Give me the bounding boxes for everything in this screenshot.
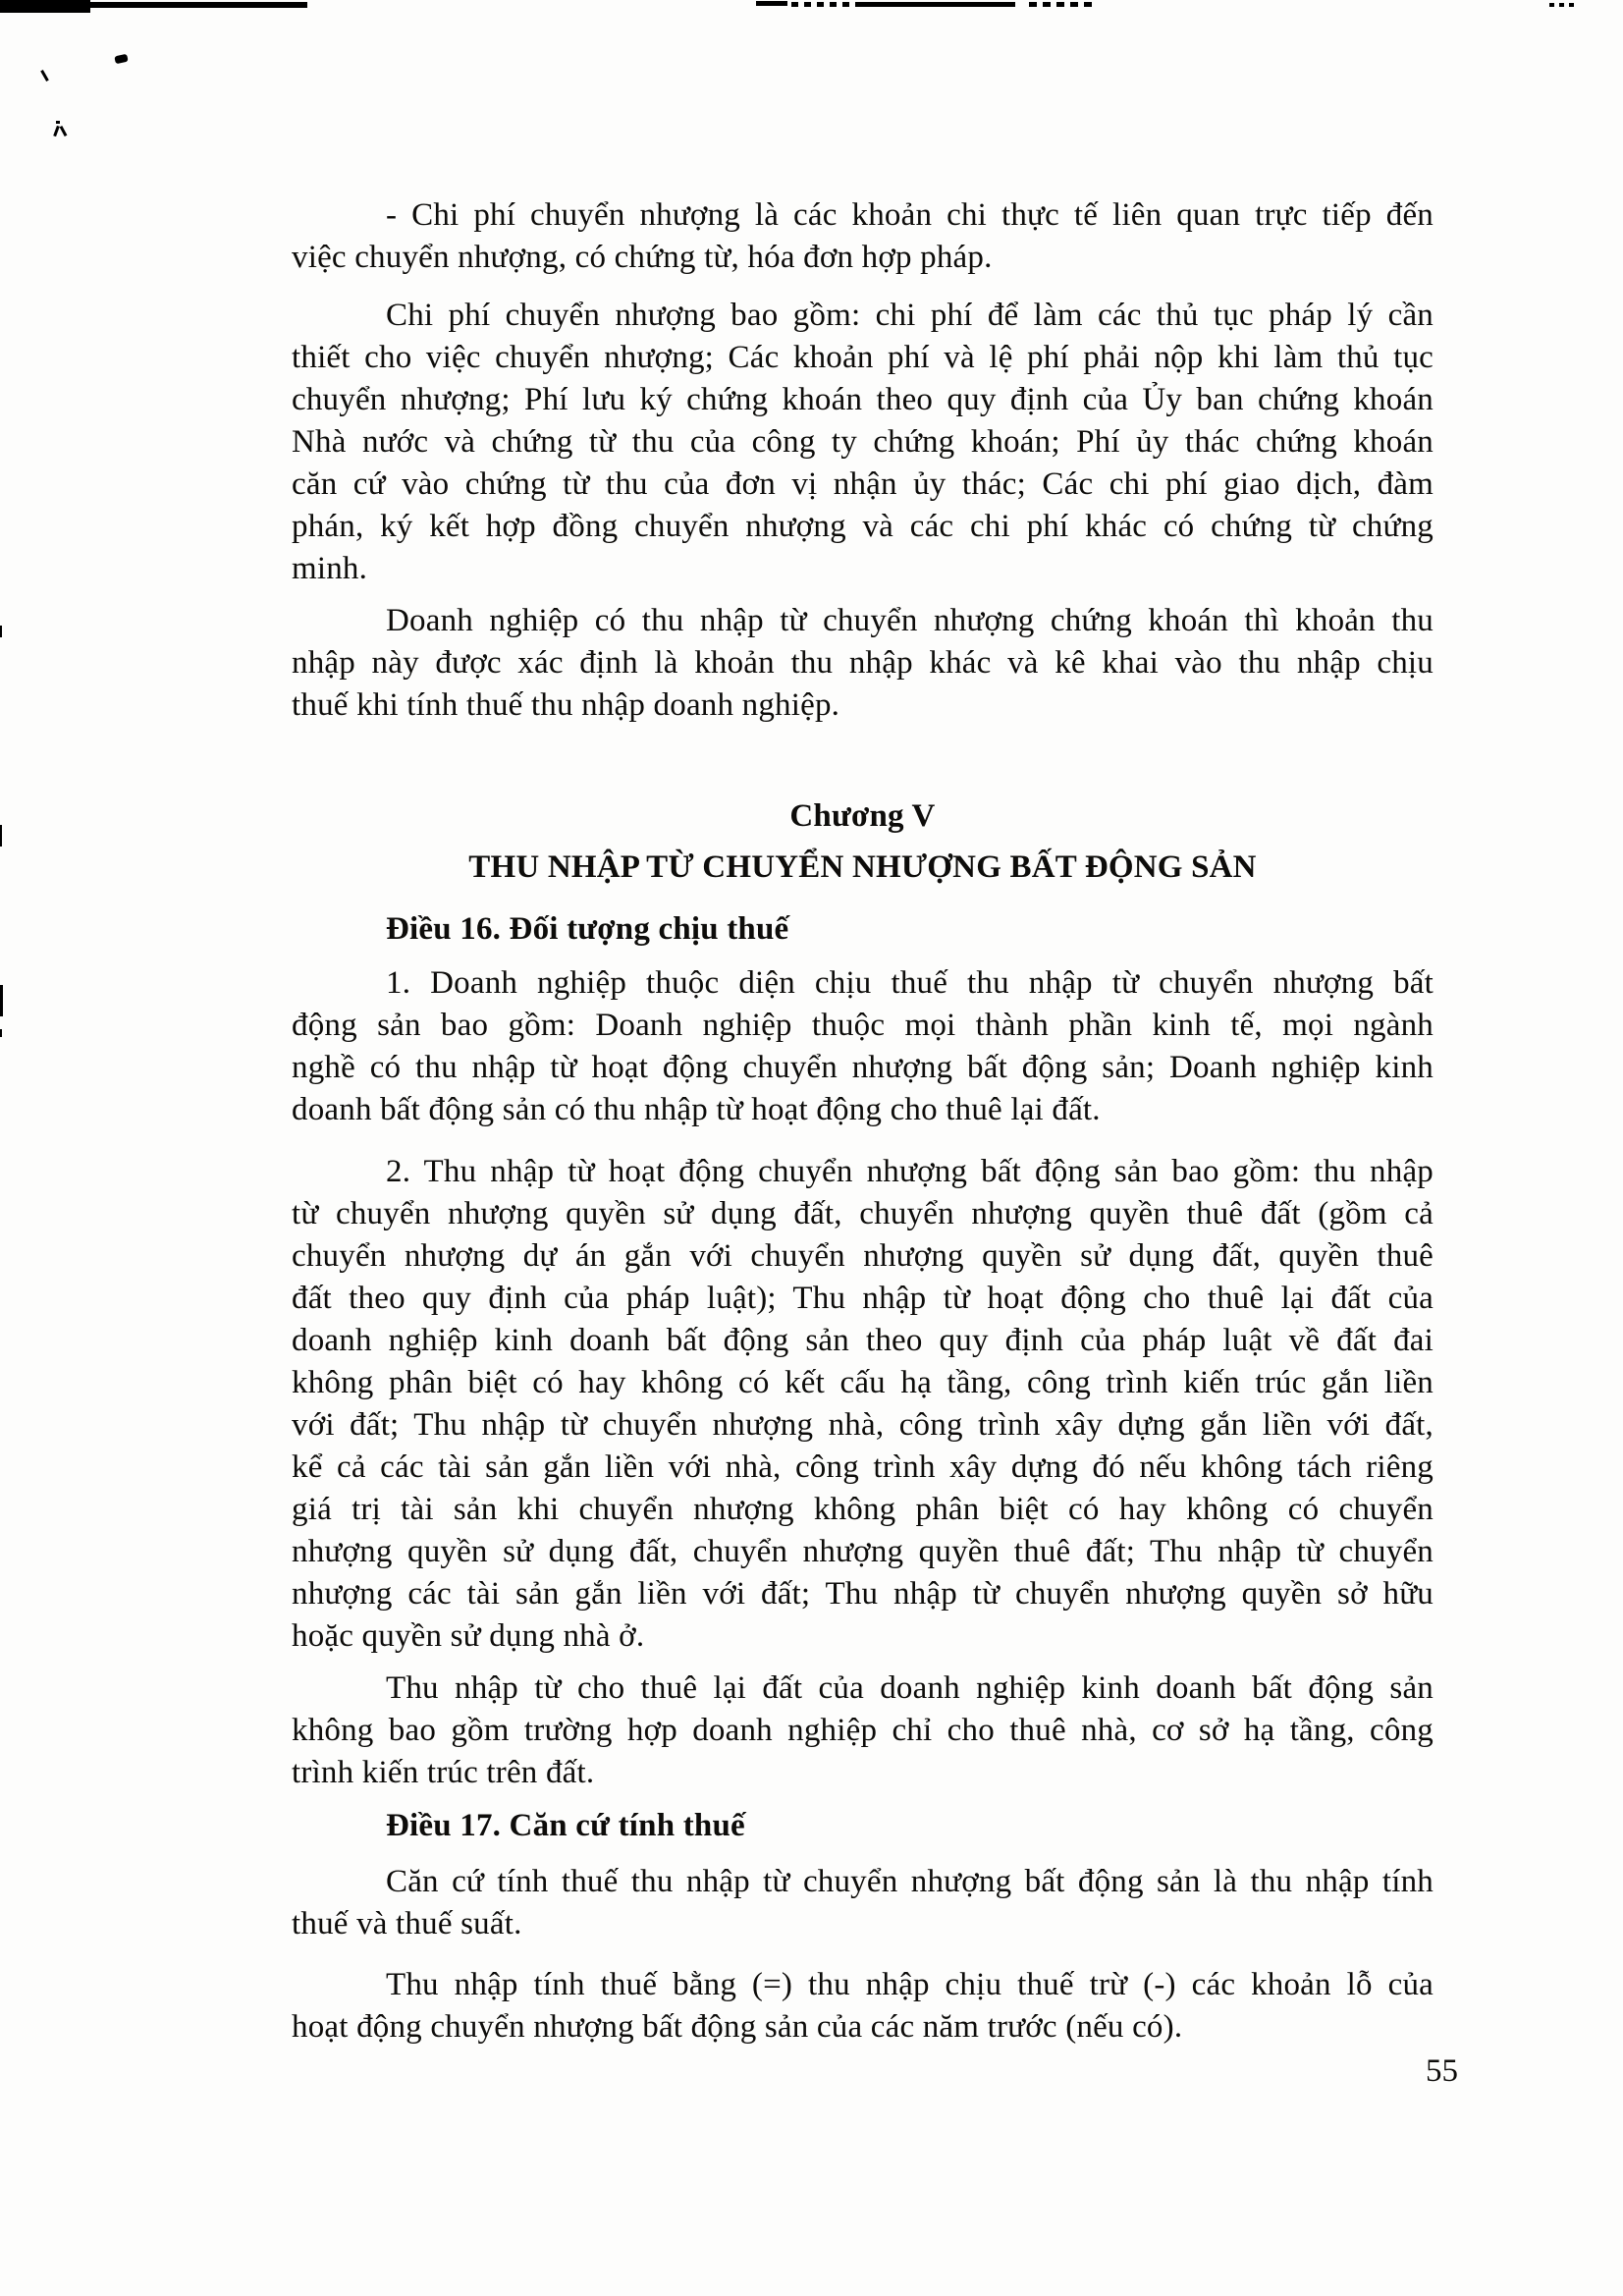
ink-speck (56, 121, 60, 124)
scan-artifact-top-dots-2 (1029, 2, 1094, 7)
page-number: 55 (1426, 2053, 1458, 2089)
text-line: đất theo quy định của pháp luật); Thu nhập từ hoạt động cho thuê lại đất của (292, 1281, 1434, 1316)
text-line: nhập này được xác định là khoản thu nhập khác và kê khai vào thu nhập chịu (292, 645, 1434, 681)
para-17-basis (292, 1861, 1434, 1945)
text-line: giá trị tài sản khi chuyển nhượng không phân biệt có hay không có chuyển (292, 1492, 1434, 1527)
para-17-taxable-income (292, 1964, 1434, 2049)
edge-speck (0, 1029, 2, 1037)
text-line: hoạt động chuyển nhượng bất động sản của các năm trước (nếu có). (292, 2009, 1183, 2045)
text-line: Thu nhập tính thuế bằng (=) thu nhập chịu thuế trừ (-) các khoản lỗ của (386, 1967, 1434, 2002)
text-line: không bao gồm trường hợp doanh nghiệp chỉ cho thuê nhà, cơ sở hạ tầng, công (292, 1713, 1434, 1748)
text-line: động sản bao gồm: Doanh nghiệp thuộc mọi thành phần kinh tế, mọi ngành (292, 1008, 1434, 1043)
article-16-heading: Điều 16. Đối tượng chịu thuế (386, 911, 789, 947)
edge-speck (0, 985, 3, 1016)
text-line: Căn cứ tính thuế thu nhập từ chuyển nhượng bất động sản là thu nhập tính (386, 1864, 1434, 1899)
text-line: thiết cho việc chuyển nhượng; Các khoản phí và lệ phí phải nộp khi làm thủ tục (292, 340, 1434, 375)
text-line: chuyển nhượng dự án gắn với chuyển nhượng quyền sử dụng đất, quyền thuê (292, 1238, 1434, 1274)
para-transfer-cost-definition (292, 194, 1434, 279)
para-transfer-cost-includes (292, 295, 1434, 590)
text-line: nhượng các tài sản gắn liền với đất; Thu nhập từ chuyển nhượng quyền sở hữu (292, 1576, 1434, 1612)
scan-artifact-top-line-2 (860, 2, 1015, 7)
text-line: kể cả các tài sản gắn liền với nhà, công trình xây dựng đó nếu không tách riêng (292, 1449, 1434, 1485)
scan-artifact-top-bar (0, 0, 90, 13)
para-16-lease-note (292, 1667, 1434, 1794)
text-line: thuế và thuế suất. (292, 1906, 522, 1941)
text-line: 2. Thu nhập từ hoạt động chuyển nhượng bất động sản bao gồm: thu nhập (386, 1154, 1434, 1189)
text-line: nghề có thu nhập từ hoạt động chuyển nhượng bất động sản; Doanh nghiệp kinh (292, 1050, 1434, 1085)
ink-speck (114, 54, 128, 65)
text-line: Nhà nước và chứng từ thu của công ty chứng khoán; Phí ủy thác chứng khoán (292, 424, 1434, 460)
scan-artifact-top-dots (791, 2, 860, 7)
edge-speck (0, 825, 2, 847)
chapter-title-heading: THU NHẬP TỪ CHUYỂN NHƯỢNG BẤT ĐỘNG SẢN (468, 849, 1257, 885)
text-line: với đất; Thu nhập từ chuyển nhượng nhà, công trình xây dựng gắn liền với đất, (292, 1407, 1434, 1443)
text-line: việc chuyển nhượng, có chứng từ, hóa đơn hợp pháp. (292, 240, 993, 275)
document-text-body (292, 194, 1434, 2049)
text-line: không phân biệt có hay không có kết cấu hạ tầng, công trình kiến trúc gắn liền (292, 1365, 1434, 1400)
scan-artifact-top-line (88, 2, 307, 8)
text-line: thuế khi tính thuế thu nhập doanh nghiệp. (292, 687, 840, 723)
text-line: Doanh nghiệp có thu nhập từ chuyển nhượng chứng khoán thì khoản thu (386, 603, 1434, 638)
ink-speck (60, 126, 68, 137)
text-line: hoặc quyền sử dụng nhà ở. (292, 1618, 645, 1654)
text-line: trình kiến trúc trên đất. (292, 1755, 595, 1790)
text-line: phán, ký kết hợp đồng chuyển nhượng và các chi phí khác có chứng từ chứng (292, 509, 1434, 544)
ink-speck (40, 70, 49, 82)
scan-artifact-top-dots-3 (1549, 3, 1579, 7)
chapter-number-heading: Chương V (789, 798, 936, 834)
text-line: 1. Doanh nghiệp thuộc diện chịu thuế thu nhập từ chuyển nhượng bất (386, 965, 1434, 1001)
text-line: doanh bất động sản có thu nhập từ hoạt động cho thuê lại đất. (292, 1092, 1101, 1127)
text-line: Thu nhập từ cho thuê lại đất của doanh nghiệp kinh doanh bất động sản (386, 1670, 1434, 1706)
article-17-heading: Điều 17. Căn cứ tính thuế (386, 1808, 745, 1843)
text-line: - Chi phí chuyển nhượng là các khoản chi thực tế liên quan trực tiếp đến (386, 197, 1434, 233)
text-line: căn cứ vào chứng từ thu của đơn vị nhận ủy thác; Các chi phí giao dịch, đàm (292, 466, 1434, 502)
para-16-2 (292, 1151, 1434, 1658)
para-16-1 (292, 962, 1434, 1131)
scan-artifact-top-dash (756, 1, 787, 6)
text-line: chuyển nhượng; Phí lưu ký chứng khoán theo quy định của Ủy ban chứng khoán (292, 382, 1434, 417)
edge-speck (0, 626, 2, 637)
para-securities-income (292, 600, 1434, 727)
text-line: minh. (292, 551, 368, 586)
text-line: từ chuyển nhượng quyền sử dụng đất, chuyển nhượng quyền thuê đất (gồm cả (292, 1196, 1434, 1231)
text-line: Chi phí chuyển nhượng bao gồm: chi phí để làm các thủ tục pháp lý cần (386, 298, 1434, 333)
text-line: doanh nghiệp kinh doanh bất động sản theo quy định của pháp luật về đất đai (292, 1323, 1434, 1358)
text-line: nhượng quyền sử dụng đất, chuyển nhượng quyền thuê đất; Thu nhập từ chuyển (292, 1534, 1434, 1569)
